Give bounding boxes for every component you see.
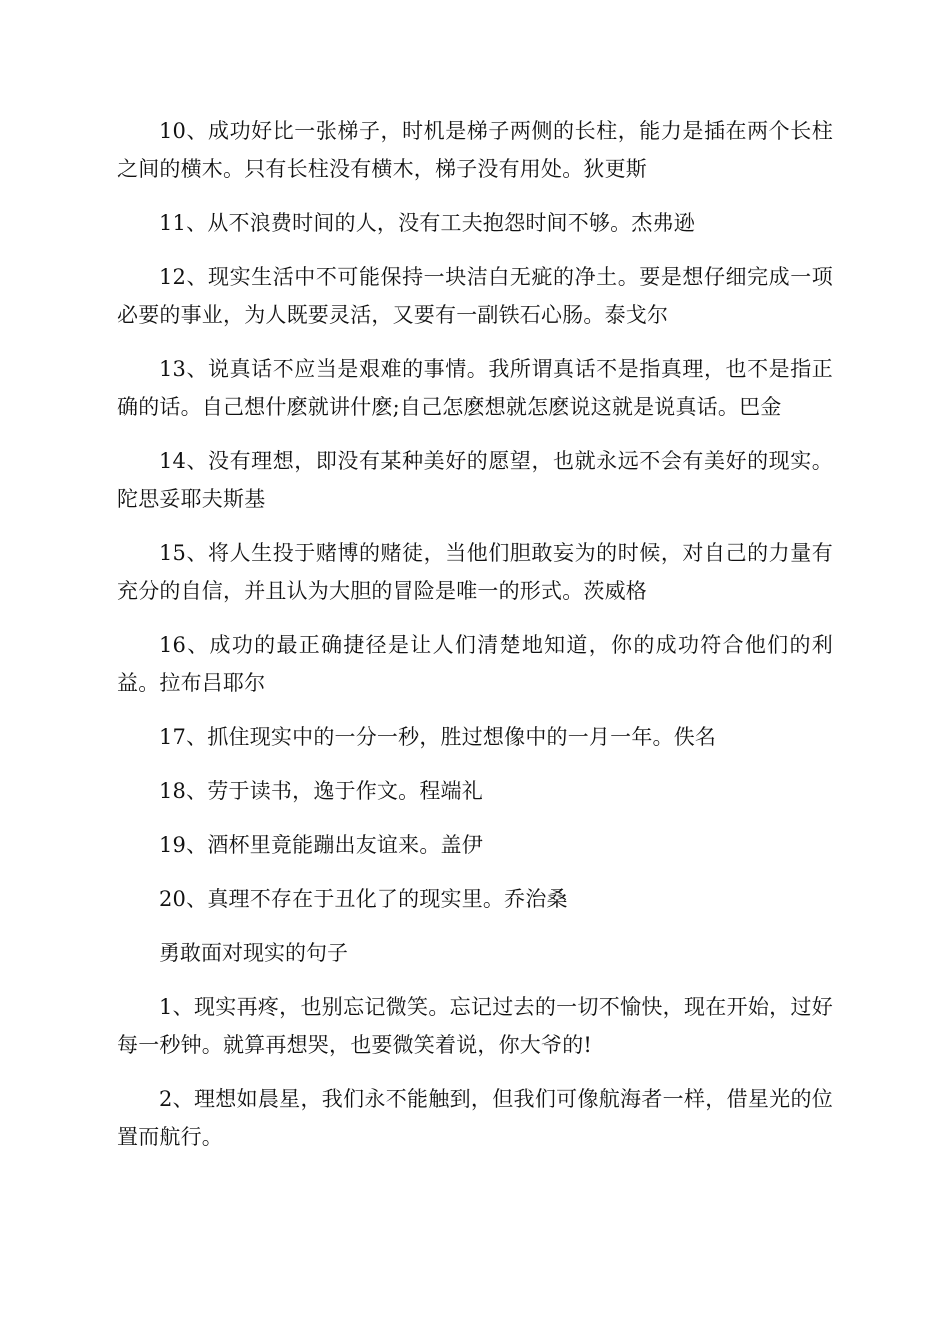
quote-paragraph-19: 19、酒杯里竟能蹦出友谊来。盖伊 [159, 833, 483, 857]
quote-paragraph-20: 20、真理不存在于丑化了的现实里。乔治桑 [159, 887, 568, 911]
quote-paragraph-17: 17、抓住现实中的一分一秒，胜过想像中的一月一年。佚名 [159, 725, 717, 749]
quote-paragraph-16: 16、成功的最正确捷径是让人们清楚地知道，你的成功符合他们的利益。拉布吕耶尔 [117, 633, 833, 695]
quote-paragraph-15: 15、将人生投于赌博的赌徒，当他们胆敢妄为的时候，对自己的力量有充分的自信，并且认为大胆的冒险是唯一的形式。茨威格 [117, 541, 833, 603]
quote-paragraph-10: 10、成功好比一张梯子，时机是梯子两侧的长柱，能力是插在两个长柱之间的横木。只有长柱没有横木，梯子没有用处。狄更斯 [117, 119, 833, 181]
document-page [117, 112, 833, 1172]
quote-paragraph-13: 13、说真话不应当是艰难的事情。我所谓真话不是指真理，也不是指正确的话。自己想什麽就讲什麽;自己怎麽想就怎麽说这就是说真话。巴金 [117, 357, 833, 419]
reality-paragraph-2: 2、理想如晨星，我们永不能触到，但我们可像航海者一样，借星光的位置而航行。 [117, 1087, 833, 1149]
reality-paragraph-1: 1、现实再疼，也别忘记微笑。忘记过去的一切不愉快，现在开始，过好每一秒钟。就算再想哭，也要微笑着说，你大爷的! [117, 995, 833, 1057]
quote-paragraph-12: 12、现实生活中不可能保持一块洁白无疵的净土。要是想仔细完成一项必要的事业，为人既要灵活，又要有一副铁石心肠。泰戈尔 [117, 265, 833, 327]
quote-paragraph-18: 18、劳于读书，逸于作文。程端礼 [159, 779, 483, 803]
section-heading: 勇敢面对现实的句子 [159, 941, 348, 965]
quote-paragraph-14: 14、没有理想，即没有某种美好的愿望，也就永远不会有美好的现实。陀思妥耶夫斯基 [117, 449, 833, 511]
quote-paragraph-11: 11、从不浪费时间的人，没有工夫抱怨时间不够。杰弗逊 [159, 211, 695, 235]
